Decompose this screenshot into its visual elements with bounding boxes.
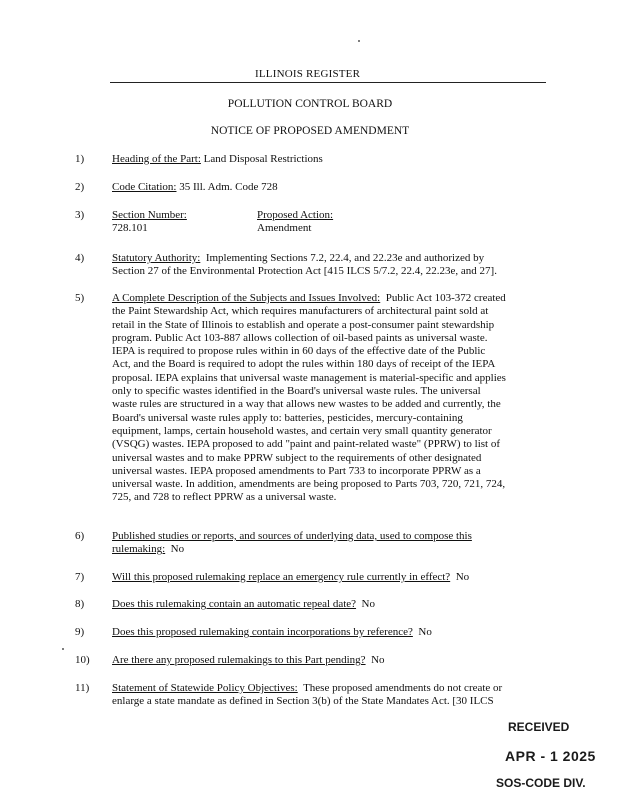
item-label: Does this rulemaking contain an automatic repeal date? — [112, 598, 357, 610]
item-line: These proposed amendments do not create or — [303, 682, 503, 694]
scan-speck — [358, 40, 360, 42]
item-line: waste rules are structured in a way that allows new wastes to be added and currently, the — [112, 398, 501, 411]
item-label: Are there any proposed rulemakings to this Part pending? — [112, 654, 366, 666]
item-label: Does this proposed rulemaking contain incorporations by reference? — [112, 626, 413, 638]
item-number: 4) — [75, 252, 85, 264]
stamp-received: RECEIVED — [508, 720, 570, 734]
notice-title: NOTICE OF PROPOSED AMENDMENT — [210, 125, 410, 137]
item-line: Act, and the Board is required to adopt the rules within 180 days of receipt of the IEPA — [112, 358, 496, 371]
item-label: Statutory Authority: — [112, 252, 201, 264]
stamp-office: SOS-CODE DIV. — [496, 776, 586, 790]
item-number: 7) — [75, 571, 85, 583]
item-number: 10) — [75, 654, 90, 666]
item-line: retail in the State of Illinois to establish and operate a post-consumer paint stewardship — [112, 318, 495, 331]
item-line: program. Public Act 103-887 allows collection of oil-based paints as universal waste. — [112, 331, 488, 344]
item-line: Board's universal waste rules apply to: batteries, pesticides, mercury-containing — [112, 411, 463, 424]
item-answer: No — [170, 543, 185, 556]
item-number: 2) — [75, 181, 85, 193]
item-answer: No — [455, 571, 470, 583]
stamp-date: APR - 1 2025 — [505, 748, 596, 764]
item-label: Statement of Statewide Policy Objectives: — [112, 682, 298, 694]
item-label: Heading of the Part: — [112, 153, 201, 165]
item-answer: No — [418, 626, 432, 638]
item-line: enlarge a state mandate as defined in Section 3(b) of the State Mandates Act. [30 ILCS — [112, 695, 494, 708]
item-line: (VSQG) wastes. IEPA proposed to add "paint and paint-related waste" (PPRW) to list of — [112, 438, 501, 451]
item-number: 3) — [75, 209, 85, 221]
item-line: 725, and 728 to reflect PPRW as a universal waste. — [112, 491, 337, 504]
item-text: Land Disposal Restrictions — [203, 153, 323, 165]
item-line: IEPA is required to propose rules within in 60 days of the effective date of the Public — [112, 345, 486, 358]
section-number-label: Section Number: — [112, 209, 187, 221]
item-number: 5) — [75, 292, 85, 304]
item-label: Will this proposed rulemaking replace an emergency rule currently in effect? — [112, 571, 451, 583]
scan-speck — [62, 648, 64, 650]
item-line: Implementing Sections 7.2, 22.4, and 22.23e and authorized by — [205, 252, 485, 264]
item-label: Published studies or reports, and sources of underlying data, used to compose this — [112, 530, 472, 542]
item-number: 8) — [75, 598, 85, 610]
item-line: universal wastes. IEPA proposed amendments to Part 733 to incorporate PPRW as a — [112, 464, 481, 477]
item-line: only to specific wastes identified in the Board's universal waste rules. The universal — [112, 385, 481, 398]
register-header: ILLINOIS REGISTER — [255, 68, 361, 80]
item-line: the Paint Stewardship Act, which requires manufacturers of architectural paint sold at — [112, 305, 489, 318]
header-rule — [110, 82, 546, 83]
board-name: POLLUTION CONTROL BOARD — [227, 98, 393, 110]
item-line: universal wastes and to make PPRW subject to the requirements of other designated — [112, 451, 482, 464]
item-label: rulemaking: — [112, 543, 166, 556]
item-line: equipment, lamps, certain household wastes, and certain very small quantity generator — [112, 424, 492, 437]
item-label: Code Citation: — [112, 181, 177, 193]
item-answer: No — [361, 598, 375, 610]
item-number: 1) — [75, 153, 85, 165]
item-line: proposal. IEPA explains that universal waste management is material-specific and applies — [112, 371, 506, 384]
item-number: 9) — [75, 626, 85, 638]
item-number: 11) — [75, 682, 90, 694]
proposed-action-label: Proposed Action: — [257, 209, 334, 221]
section-number-value: 728.101 — [112, 222, 148, 235]
item-line: universal waste. In addition, amendments are being proposed to Parts 703, 720, 721, 724, — [112, 478, 506, 491]
item-text: 35 Ill. Adm. Code 728 — [179, 181, 278, 193]
item-line: Section 27 of the Environmental Protection Act [415 ILCS 5/7.2, 22.4, 22.23e, and 27]. — [112, 265, 497, 278]
item-label: A Complete Description of the Subjects and Issues Involved: — [112, 292, 381, 304]
item-answer: No — [371, 654, 385, 666]
item-line: Public Act 103-372 created — [385, 292, 506, 304]
item-number: 6) — [75, 530, 85, 542]
proposed-action-value: Amendment — [257, 222, 312, 235]
